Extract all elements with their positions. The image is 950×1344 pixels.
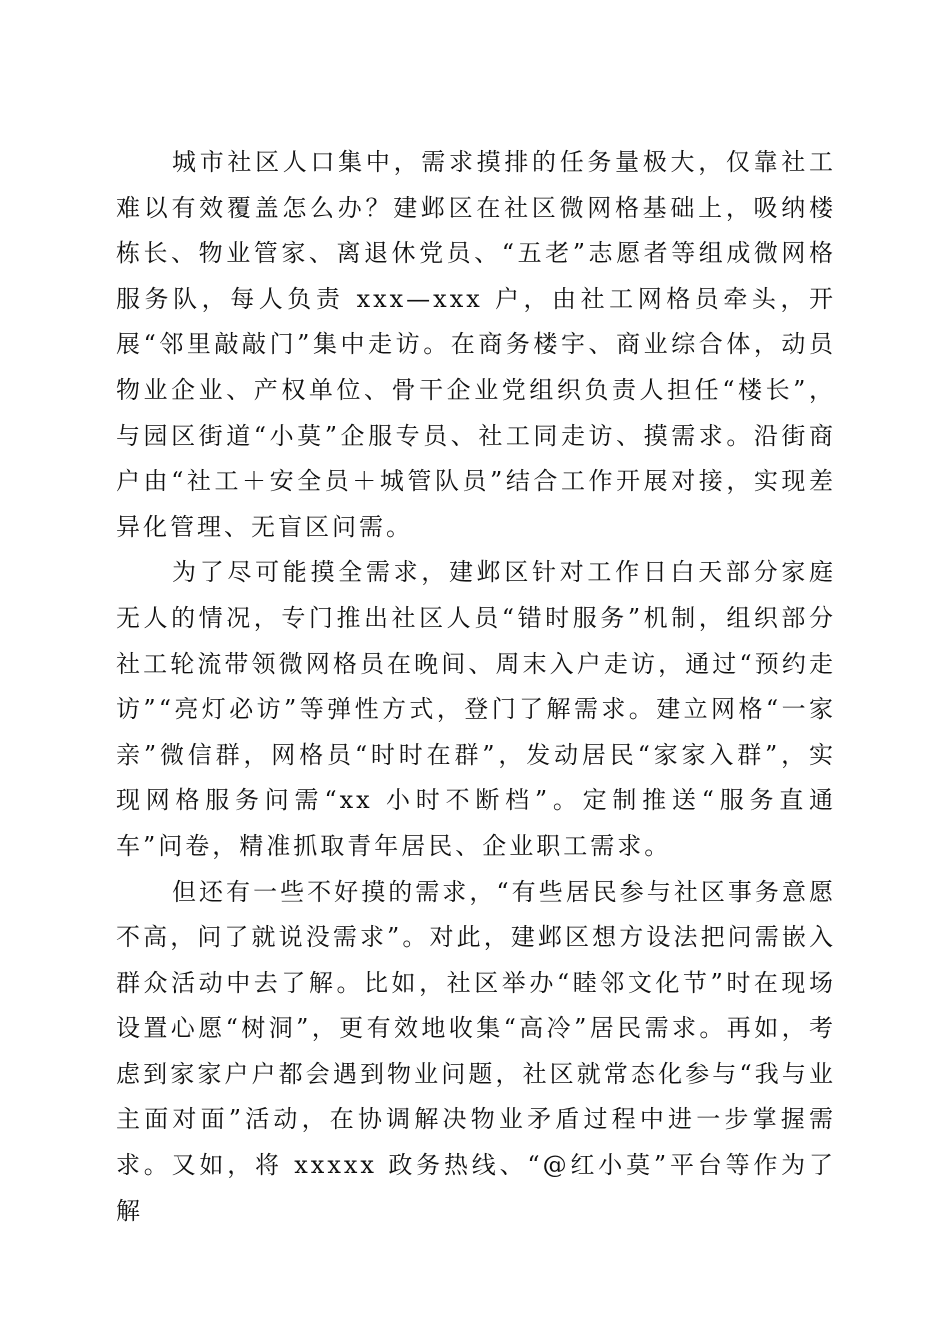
- paragraph-3: 但还有一些不好摸的需求，“有些居民参与社区事务意愿不高，问了就说没需求”。对此，建邺区想方设法把问需嵌入群众活动中去了解。比如，社区举办“睦邻文化节”时在现场设置心愿“树洞”，更有效地收集“高冷”居民需求。再如，考虑到家家户户都会遇到物业问题，社区就常态化参与“我与业主面对面”活动，在协调解决物业矛盾过程中进一步掌握需求。又如，将 xxxxx 政务热线、“@红小莫”平台等作为了解: [116, 877, 836, 1225]
- document-body: [116, 140, 836, 1234]
- paragraph-2: 为了尽可能摸全需求，建邺区针对工作日白天部分家庭无人的情况，专门推出社区人员“错时服务”机制，组织部分社工轮流带领微网格员在晚间、周末入户走访，通过“预约走访”“亮灯必访”等弹性方式，登门了解需求。建立网格“一家亲”微信群，网格员“时时在群”，发动居民“家家入群”，实现网格服务问需“xx 小时不断档”。定制推送“服务直通车”问卷，精准抓取青年居民、企业职工需求。: [116, 558, 836, 860]
- paragraph-1: 城市社区人口集中，需求摸排的任务量极大，仅靠社工难以有效覆盖怎么办？建邺区在社区微网格基础上，吸纳楼栋长、物业管家、离退休党员、“五老”志愿者等组成微网格服务队，每人负责 xxx—xxx 户，由社工网格员牵头，开展“邻里敲敲门”集中走访。在商务楼宇、商业综合体，动员物业企业、产权单位、骨干企业党组织负责人担任“楼长”，与园区街道“小莫”企服专员、社工同走访、摸需求。沿街商户由“社工＋安全员＋城管队员”结合工作开展对接，实现差异化管理、无盲区问需。: [116, 148, 836, 541]
